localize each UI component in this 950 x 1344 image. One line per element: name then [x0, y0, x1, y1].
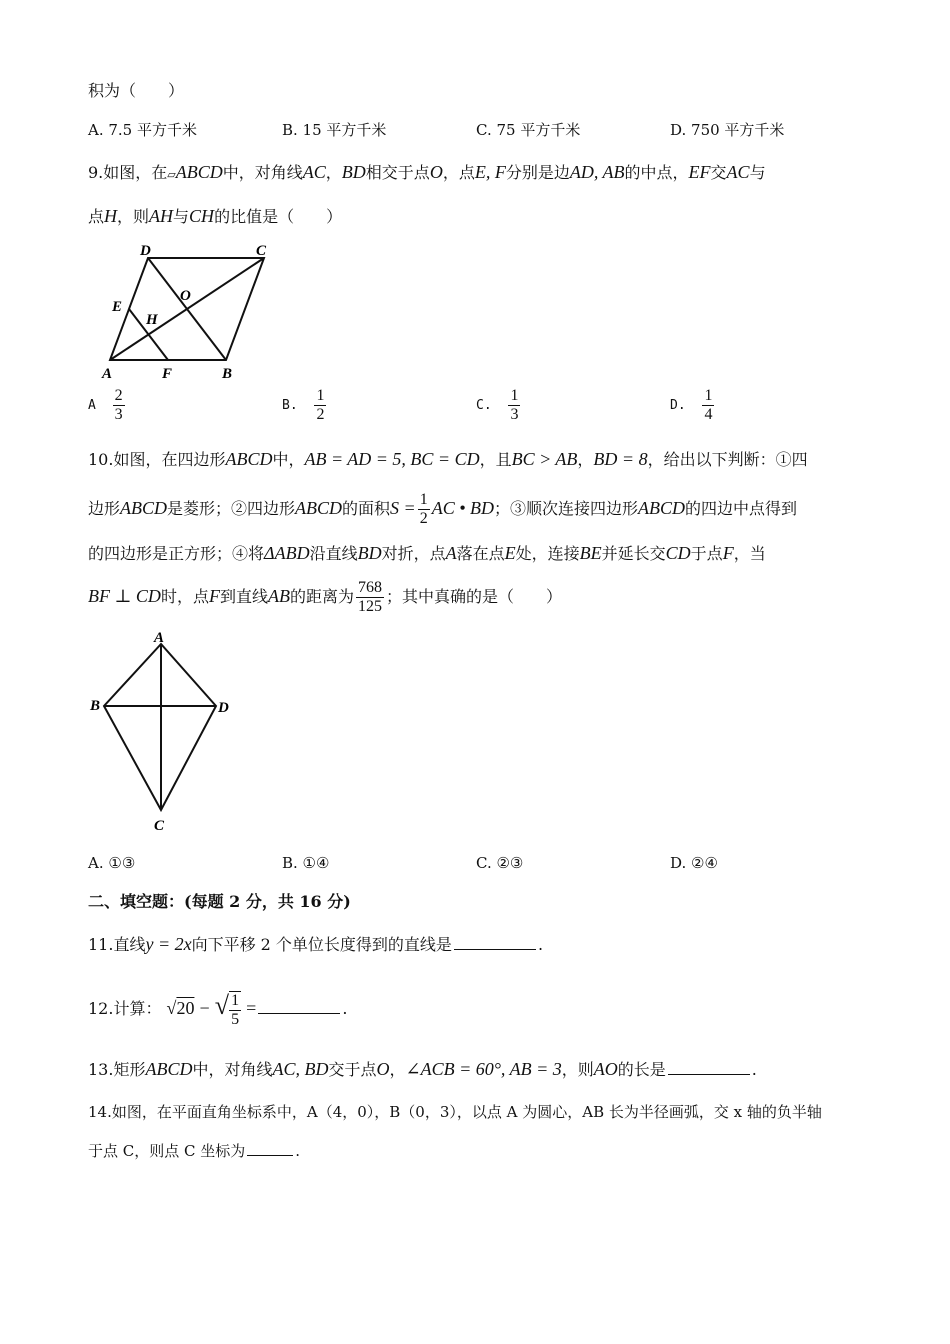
q9-option-b[interactable]: B. $\frac{1}{2}$	[282, 387, 325, 423]
q12-answer-blank[interactable]	[258, 999, 340, 1014]
section-heading-fill-in: 二、填空题：(每题 2 分，共 16 分)	[88, 892, 351, 911]
q14-stem-line1: 14.如图，在平面直角坐标系中，A（4，0），B（0，3），以点 A 为圆心，AB 长为半径画弧，交 x 轴的负半轴	[88, 1103, 822, 1121]
q10-stem-line1: 10.如图，在四边形ABCD中，AB = AD = 5, BC = CD，且BC > AB，BD = 8，给出以下判断：①四	[88, 449, 808, 469]
q12-stem: 12.计算： √20 − √ $\frac{1}{5}$ = .	[88, 991, 348, 1028]
q10-label-c: C	[154, 818, 165, 834]
q11-stem: 11.直线y = 2x向下平移 2 个单位长度得到的直线是 .	[88, 934, 544, 954]
q9-stem-line2: 点H，则AH与CH的比值是（ ）	[88, 206, 343, 226]
q9-label-e: E	[112, 299, 123, 315]
q10-option-c[interactable]: C. ②③	[476, 854, 524, 872]
q9-label-h: H	[146, 312, 158, 328]
sqrt-symbol-1: √	[166, 998, 177, 1018]
q8-option-c[interactable]: C. 75 平方千米	[476, 121, 581, 139]
q9-option-c[interactable]: C. $\frac{1}{3}$	[476, 387, 519, 423]
q9-stem-line1: 9.如图，在▱ABCD中，对角线AC，BD相交于点O，点E, F分别是边AD, AB的中点，EF交AC与	[88, 162, 766, 182]
q9-option-d[interactable]: D. $\frac{1}{4}$	[670, 387, 713, 423]
q9-label-f: F	[162, 366, 173, 382]
q9-label-c: C	[256, 243, 267, 259]
q9-label-b: B	[222, 366, 233, 382]
q10-stem-line3: 的四边形是正方形；④将ΔABD沿直线BD对折，点A落在点E处，连接BE并延长交CD于点F，当	[88, 543, 766, 563]
q10-stem-line4: BF ⊥ CD时，点F到直线AB的距离为 $\frac{768}{125}$ ；其中真确的是（ ）	[88, 579, 562, 615]
q9-diagonal-bd	[148, 258, 226, 360]
q10-option-b[interactable]: B. ①④	[282, 854, 330, 872]
q13-answer-blank[interactable]	[668, 1060, 750, 1075]
q8-stem-tail: 积为（ ）	[88, 81, 185, 100]
q10-label-d: D	[218, 700, 229, 716]
q8-option-b[interactable]: B. 15 平方千米	[282, 121, 387, 139]
q10-label-b: B	[90, 698, 101, 714]
q10-label-a: A	[154, 630, 165, 646]
q14-stem-line2: 于点 C，则点 C 坐标为 .	[88, 1142, 301, 1160]
q13-stem: 13.矩形ABCD中，对角线AC, BD交于点O，∠ACB = 60°, AB = 3，则AO的长是 .	[88, 1059, 757, 1079]
q9-label-d: D	[140, 243, 151, 259]
q11-answer-blank[interactable]	[454, 935, 536, 950]
q9-option-a[interactable]: A $\frac{2}{3}$	[88, 387, 123, 423]
q9-parallelogram-figure	[98, 238, 288, 388]
q10-option-d[interactable]: D. ②④	[670, 854, 718, 872]
q8-option-d[interactable]: D. 750 平方千米	[670, 121, 785, 139]
q9-label-o: O	[180, 288, 191, 304]
q10-option-a[interactable]: A. ①③	[88, 854, 136, 872]
q8-option-a[interactable]: A. 7.5 平方千米	[88, 121, 197, 139]
q10-kite-figure	[86, 630, 246, 840]
q14-answer-blank[interactable]	[247, 1141, 293, 1156]
q9-label-a: A	[102, 366, 113, 382]
q10-stem-line2: 边形ABCD是菱形；②四边形ABCD的面积S = $\frac{1}{2}$ AC • BD；③顺次连接四边形ABCD的四边中点得到	[88, 491, 798, 527]
sqrt-symbol-2: √	[214, 991, 230, 1020]
